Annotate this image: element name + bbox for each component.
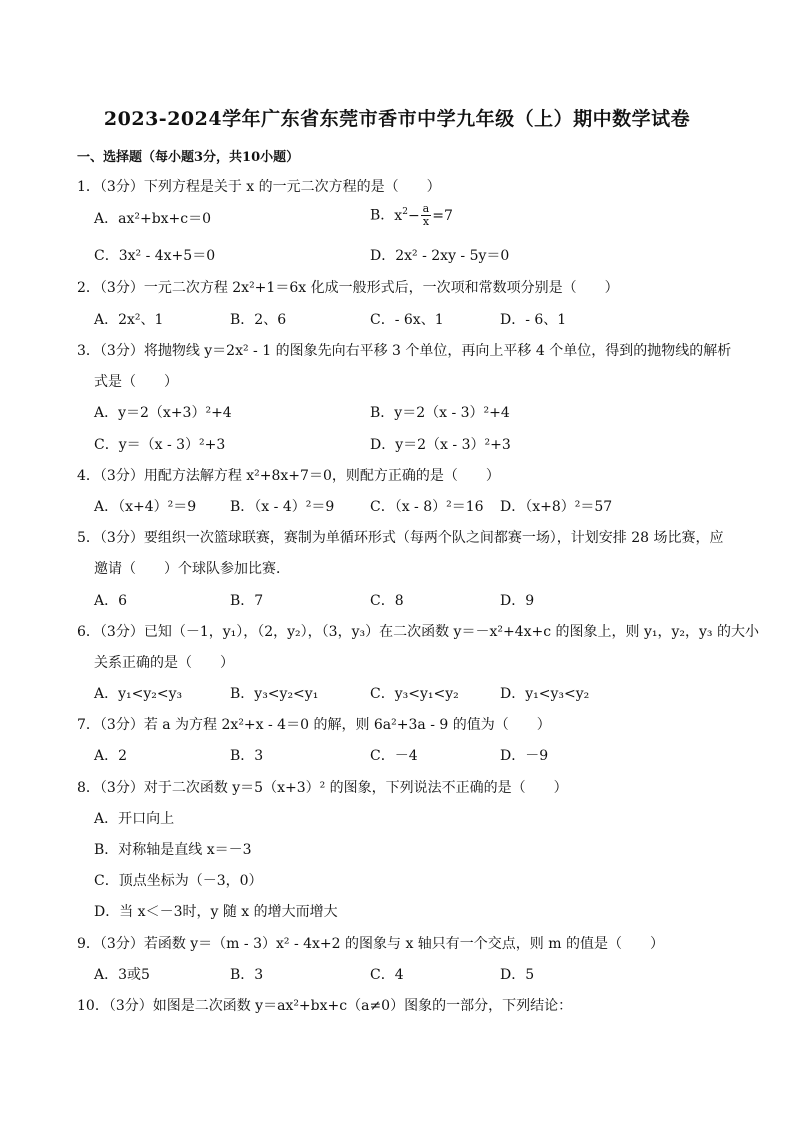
- question-3-stem-line2: 式是（ ）: [94, 374, 178, 390]
- question-4-stem: 4．（3分）用配方法解方程 x²+8x+7＝0，则配方正确的是（ ）: [77, 468, 500, 484]
- question-7-option-c: C．－4: [370, 748, 418, 764]
- question-9-option-c: C．4: [370, 967, 404, 983]
- question-4-option-b: B．（x - 4）²＝9: [230, 499, 335, 515]
- question-9-option-b: B．3: [230, 967, 264, 983]
- question-6-stem-line2: 关系正确的是（ ）: [94, 655, 234, 671]
- question-2-stem: 2．（3分）一元二次方程 2x²+1＝6x 化成一般形式后，一次项和常数项分别是（ ）: [77, 280, 619, 296]
- question-5-option-c: C．8: [370, 593, 404, 609]
- option-b-prefix: B．: [370, 207, 395, 224]
- question-1-option-d: D．2x² - 2xy - 5y＝0: [370, 248, 510, 264]
- question-2-option-d: D．- 6、1: [500, 312, 567, 328]
- question-5-option-a: A．6: [94, 593, 128, 609]
- question-3-stem-line1: 3．（3分）将抛物线 y＝2x² - 1 的图象先向右平移 3 个单位，再向上平移 4 个单位，得到的抛物线的解析: [77, 343, 732, 359]
- question-7-option-b: B．3: [230, 748, 264, 764]
- question-6-option-c: C．y₃<y₁<y₂: [370, 686, 459, 702]
- question-2-option-c: C．- 6x、1: [370, 312, 444, 328]
- question-1-option-a: A．ax²+bx+c＝0: [94, 211, 212, 227]
- question-3-option-a: A．y＝2（x+3）²+4: [94, 405, 232, 421]
- question-7-option-a: A．2: [94, 748, 128, 764]
- question-6-option-d: D．y₁<y₃<y₂: [500, 686, 590, 702]
- question-6-option-b: B．y₃<y₂<y₁: [230, 686, 319, 702]
- question-2-option-a: A．2x²、1: [94, 312, 164, 328]
- question-8-option-d: D．当 x＜－3时，y 随 x 的增大而增大: [94, 904, 338, 920]
- question-8-stem: 8．（3分）对于二次函数 y＝5（x+3）² 的图象，下列说法不正确的是（ ）: [77, 780, 568, 796]
- question-2-option-b: B．2、6: [230, 312, 287, 328]
- question-8-option-a: A．开口向上: [94, 811, 175, 827]
- question-4-option-a: A．（x+4）²＝9: [94, 499, 197, 515]
- question-4-option-d: D．（x+8）²＝57: [500, 499, 613, 515]
- question-1-option-c: C．3x² - 4x+5＝0: [94, 248, 216, 264]
- question-8-option-c: C．顶点坐标为（－3，0）: [94, 873, 263, 889]
- question-5-option-d: D．9: [500, 593, 535, 609]
- question-10-stem: 10．（3分）如图是二次函数 y＝ax²+bx+c（a≠0）图象的一部分，下列结论：: [77, 998, 573, 1014]
- question-3-option-b: B．y＝2（x - 3）²+4: [370, 405, 510, 421]
- question-4-option-c: C．（x - 8）²＝16: [370, 499, 484, 515]
- question-5-option-b: B．7: [230, 593, 264, 609]
- question-6-stem-line1: 6．（3分）已知（－1，y₁），（2，y₂），（3，y₃）在二次函数 y＝－x²+4x+c 的图象上，则 y₁，y₂，y₃ 的大小: [77, 624, 759, 640]
- question-9-option-a: A．3或5: [94, 967, 150, 983]
- section-heading-choice: 一、选择题（每小题3分，共10小题）: [77, 150, 300, 165]
- question-6-option-a: A．y₁<y₂<y₃: [94, 686, 183, 702]
- question-7-option-d: D．－9: [500, 748, 549, 764]
- option-b-expression: $x^2-$ $\frac{a}{x}$ =7: [394, 202, 453, 228]
- question-3-option-c: C．y＝（x - 3）²+3: [94, 437, 226, 453]
- question-9-option-d: D．5: [500, 967, 535, 983]
- question-3-option-d: D．y＝2（x - 3）²+3: [370, 437, 511, 453]
- question-8-option-b: B．对称轴是直线 x＝－3: [94, 842, 252, 858]
- question-1-option-b: [370, 203, 453, 228]
- question-7-stem: 7．（3分）若 a 为方程 2x²+x - 4＝0 的解，则 6a²+3a - 9 的值为（ ）: [77, 717, 551, 733]
- question-1-stem: 1．（3分）下列方程是关于 x 的一元二次方程的是（ ）: [77, 179, 441, 195]
- question-9-stem: 9．（3分）若函数 y＝（m - 3）x² - 4x+2 的图象与 x 轴只有一个交点，则 m 的值是（ ）: [77, 936, 664, 952]
- exam-title: 2023-2024学年广东省东莞市香市中学九年级（上）期中数学试卷: [103, 108, 691, 130]
- question-5-stem-line2: 邀请（ ）个球队参加比赛．: [94, 561, 290, 577]
- question-5-stem-line1: 5．（3分）要组织一次篮球联赛，赛制为单循环形式（每两个队之间都赛一场），计划安排 28 场比赛，应: [77, 530, 724, 546]
